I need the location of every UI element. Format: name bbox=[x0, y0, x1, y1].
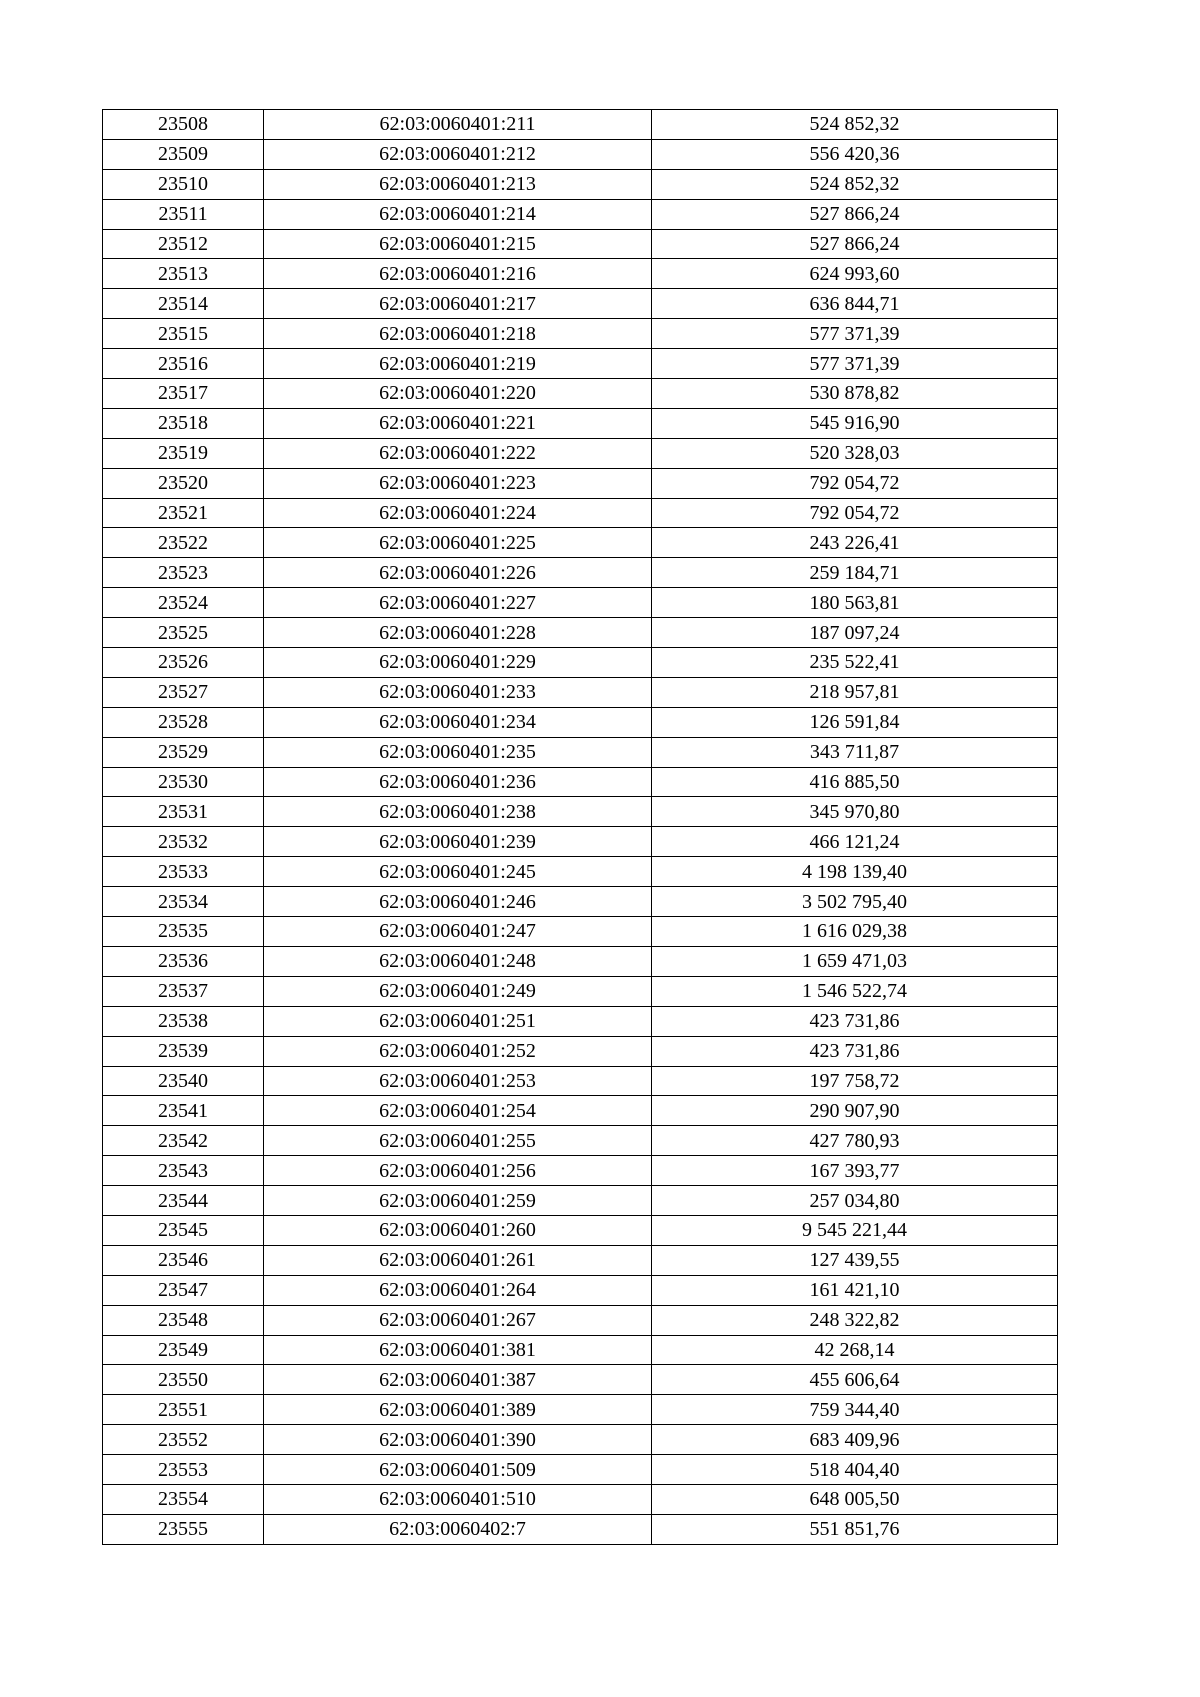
table-row bbox=[103, 110, 1058, 140]
table-row bbox=[103, 857, 1058, 887]
cadastral-number-cell: 62:03:0060401:261 bbox=[264, 1245, 652, 1275]
row-number-cell: 23555 bbox=[103, 1514, 264, 1544]
cadastral-number-cell: 62:03:0060401:217 bbox=[264, 289, 652, 319]
cadastral-value-cell: 3 502 795,40 bbox=[652, 887, 1058, 917]
cadastral-number-cell: 62:03:0060401:228 bbox=[264, 618, 652, 648]
row-number-cell: 23545 bbox=[103, 1215, 264, 1245]
cadastral-value-cell: 161 421,10 bbox=[652, 1275, 1058, 1305]
cadastral-number-cell: 62:03:0060401:238 bbox=[264, 797, 652, 827]
cadastral-value-cell: 235 522,41 bbox=[652, 648, 1058, 678]
cadastral-number-cell: 62:03:0060401:218 bbox=[264, 319, 652, 349]
cadastral-value-cell: 524 852,32 bbox=[652, 110, 1058, 140]
row-number-cell: 23525 bbox=[103, 618, 264, 648]
table-row bbox=[103, 199, 1058, 229]
cadastral-number-cell: 62:03:0060401:215 bbox=[264, 229, 652, 259]
cadastral-number-cell: 62:03:0060401:387 bbox=[264, 1365, 652, 1395]
table-row bbox=[103, 139, 1058, 169]
cadastral-number-cell: 62:03:0060401:264 bbox=[264, 1275, 652, 1305]
cadastral-number-cell: 62:03:0060401:211 bbox=[264, 110, 652, 140]
row-number-cell: 23521 bbox=[103, 498, 264, 528]
row-number-cell: 23551 bbox=[103, 1395, 264, 1425]
cadastral-value-cell: 416 885,50 bbox=[652, 767, 1058, 797]
table-row bbox=[103, 677, 1058, 707]
cadastral-value-cell: 290 907,90 bbox=[652, 1096, 1058, 1126]
cadastral-number-cell: 62:03:0060401:390 bbox=[264, 1425, 652, 1455]
table-row bbox=[103, 1425, 1058, 1455]
cadastral-value-cell: 343 711,87 bbox=[652, 737, 1058, 767]
cadastral-number-cell: 62:03:0060401:267 bbox=[264, 1305, 652, 1335]
row-number-cell: 23528 bbox=[103, 707, 264, 737]
row-number-cell: 23533 bbox=[103, 857, 264, 887]
cadastral-number-cell: 62:03:0060401:233 bbox=[264, 677, 652, 707]
cadastral-number-cell: 62:03:0060401:252 bbox=[264, 1036, 652, 1066]
cadastral-number-cell: 62:03:0060401:223 bbox=[264, 468, 652, 498]
cadastral-number-cell: 62:03:0060401:224 bbox=[264, 498, 652, 528]
table-row bbox=[103, 259, 1058, 289]
cadastral-value-cell: 577 371,39 bbox=[652, 319, 1058, 349]
row-number-cell: 23515 bbox=[103, 319, 264, 349]
cadastral-value-cell: 423 731,86 bbox=[652, 1006, 1058, 1036]
row-number-cell: 23531 bbox=[103, 797, 264, 827]
row-number-cell: 23517 bbox=[103, 379, 264, 409]
row-number-cell: 23510 bbox=[103, 169, 264, 199]
row-number-cell: 23509 bbox=[103, 139, 264, 169]
cadastral-number-cell: 62:03:0060401:226 bbox=[264, 558, 652, 588]
row-number-cell: 23519 bbox=[103, 438, 264, 468]
table-row bbox=[103, 319, 1058, 349]
table-row bbox=[103, 379, 1058, 409]
cadastral-value-cell: 127 439,55 bbox=[652, 1245, 1058, 1275]
row-number-cell: 23514 bbox=[103, 289, 264, 319]
cadastral-value-cell: 1 659 471,03 bbox=[652, 946, 1058, 976]
cadastral-value-cell: 624 993,60 bbox=[652, 259, 1058, 289]
table-row bbox=[103, 1245, 1058, 1275]
row-number-cell: 23546 bbox=[103, 1245, 264, 1275]
table-row bbox=[103, 1514, 1058, 1544]
cadastral-value-cell: 423 731,86 bbox=[652, 1036, 1058, 1066]
cadastral-value-cell: 636 844,71 bbox=[652, 289, 1058, 319]
cadastral-value-cell: 4 198 139,40 bbox=[652, 857, 1058, 887]
cadastral-value-cell: 524 852,32 bbox=[652, 169, 1058, 199]
row-number-cell: 23536 bbox=[103, 946, 264, 976]
table-row bbox=[103, 289, 1058, 319]
cadastral-number-cell: 62:03:0060401:214 bbox=[264, 199, 652, 229]
cadastral-number-cell: 62:03:0060401:509 bbox=[264, 1455, 652, 1485]
table-row bbox=[103, 1335, 1058, 1365]
cadastral-value-cell: 1 546 522,74 bbox=[652, 976, 1058, 1006]
table-body bbox=[103, 110, 1058, 1545]
table-row bbox=[103, 1484, 1058, 1514]
cadastral-number-cell: 62:03:0060401:253 bbox=[264, 1066, 652, 1096]
table-row bbox=[103, 169, 1058, 199]
cadastral-number-cell: 62:03:0060401:256 bbox=[264, 1156, 652, 1186]
table-row bbox=[103, 618, 1058, 648]
cadastral-value-cell: 167 393,77 bbox=[652, 1156, 1058, 1186]
table-row bbox=[103, 588, 1058, 618]
row-number-cell: 23541 bbox=[103, 1096, 264, 1126]
row-number-cell: 23518 bbox=[103, 408, 264, 438]
cadastral-number-cell: 62:03:0060401:260 bbox=[264, 1215, 652, 1245]
cadastral-number-cell: 62:03:0060401:245 bbox=[264, 857, 652, 887]
table-row bbox=[103, 349, 1058, 379]
row-number-cell: 23552 bbox=[103, 1425, 264, 1455]
row-number-cell: 23547 bbox=[103, 1275, 264, 1305]
cadastral-value-cell: 556 420,36 bbox=[652, 139, 1058, 169]
table-row bbox=[103, 797, 1058, 827]
row-number-cell: 23537 bbox=[103, 976, 264, 1006]
cadastral-value-cell: 259 184,71 bbox=[652, 558, 1058, 588]
table-row bbox=[103, 946, 1058, 976]
cadastral-value-cell: 1 616 029,38 bbox=[652, 917, 1058, 947]
row-number-cell: 23511 bbox=[103, 199, 264, 229]
table-row bbox=[103, 1126, 1058, 1156]
cadastral-number-cell: 62:03:0060401:221 bbox=[264, 408, 652, 438]
cadastral-number-cell: 62:03:0060401:225 bbox=[264, 528, 652, 558]
cadastral-number-cell: 62:03:0060401:247 bbox=[264, 917, 652, 947]
row-number-cell: 23534 bbox=[103, 887, 264, 917]
cadastral-number-cell: 62:03:0060401:248 bbox=[264, 946, 652, 976]
table-row bbox=[103, 707, 1058, 737]
table-row bbox=[103, 1036, 1058, 1066]
row-number-cell: 23508 bbox=[103, 110, 264, 140]
cadastral-value-cell: 792 054,72 bbox=[652, 498, 1058, 528]
table-row bbox=[103, 1066, 1058, 1096]
row-number-cell: 23553 bbox=[103, 1455, 264, 1485]
table-row bbox=[103, 1275, 1058, 1305]
row-number-cell: 23542 bbox=[103, 1126, 264, 1156]
cadastral-number-cell: 62:03:0060401:236 bbox=[264, 767, 652, 797]
cadastral-value-cell: 466 121,24 bbox=[652, 827, 1058, 857]
row-number-cell: 23527 bbox=[103, 677, 264, 707]
cadastral-number-cell: 62:03:0060401:219 bbox=[264, 349, 652, 379]
table-row bbox=[103, 1156, 1058, 1186]
cadastral-number-cell: 62:03:0060401:251 bbox=[264, 1006, 652, 1036]
cadastral-number-cell: 62:03:0060401:381 bbox=[264, 1335, 652, 1365]
cadastral-value-cell: 527 866,24 bbox=[652, 229, 1058, 259]
cadastral-value-cell: 455 606,64 bbox=[652, 1365, 1058, 1395]
table-row bbox=[103, 1305, 1058, 1335]
cadastral-value-cell: 427 780,93 bbox=[652, 1126, 1058, 1156]
cadastral-number-cell: 62:03:0060401:234 bbox=[264, 707, 652, 737]
row-number-cell: 23523 bbox=[103, 558, 264, 588]
cadastral-number-cell: 62:03:0060401:259 bbox=[264, 1186, 652, 1216]
table-row bbox=[103, 468, 1058, 498]
cadastral-number-cell: 62:03:0060401:239 bbox=[264, 827, 652, 857]
table-row bbox=[103, 737, 1058, 767]
cadastral-number-cell: 62:03:0060401:255 bbox=[264, 1126, 652, 1156]
row-number-cell: 23549 bbox=[103, 1335, 264, 1365]
table-row bbox=[103, 1395, 1058, 1425]
cadastral-number-cell: 62:03:0060401:510 bbox=[264, 1484, 652, 1514]
cadastral-number-cell: 62:03:0060401:249 bbox=[264, 976, 652, 1006]
table-row bbox=[103, 1096, 1058, 1126]
cadastral-value-cell: 792 054,72 bbox=[652, 468, 1058, 498]
cadastral-number-cell: 62:03:0060401:227 bbox=[264, 588, 652, 618]
cadastral-value-cell: 551 851,76 bbox=[652, 1514, 1058, 1544]
cadastral-value-cell: 42 268,14 bbox=[652, 1335, 1058, 1365]
cadastral-value-cell: 518 404,40 bbox=[652, 1455, 1058, 1485]
cadastral-number-cell: 62:03:0060402:7 bbox=[264, 1514, 652, 1544]
table-row bbox=[103, 229, 1058, 259]
cadastral-value-cell: 126 591,84 bbox=[652, 707, 1058, 737]
table-row bbox=[103, 887, 1058, 917]
cadastral-number-cell: 62:03:0060401:229 bbox=[264, 648, 652, 678]
row-number-cell: 23543 bbox=[103, 1156, 264, 1186]
cadastral-value-cell: 527 866,24 bbox=[652, 199, 1058, 229]
table-row bbox=[103, 438, 1058, 468]
table-row bbox=[103, 1455, 1058, 1485]
table-row bbox=[103, 408, 1058, 438]
cadastral-number-cell: 62:03:0060401:246 bbox=[264, 887, 652, 917]
row-number-cell: 23532 bbox=[103, 827, 264, 857]
row-number-cell: 23538 bbox=[103, 1006, 264, 1036]
cadastral-number-cell: 62:03:0060401:222 bbox=[264, 438, 652, 468]
cadastral-number-cell: 62:03:0060401:216 bbox=[264, 259, 652, 289]
cadastral-value-cell: 187 097,24 bbox=[652, 618, 1058, 648]
row-number-cell: 23516 bbox=[103, 349, 264, 379]
cadastral-number-cell: 62:03:0060401:235 bbox=[264, 737, 652, 767]
cadastral-value-cell: 545 916,90 bbox=[652, 408, 1058, 438]
table-row bbox=[103, 528, 1058, 558]
cadastral-value-cell: 577 371,39 bbox=[652, 349, 1058, 379]
cadastral-value-cell: 243 226,41 bbox=[652, 528, 1058, 558]
table-row bbox=[103, 1215, 1058, 1245]
row-number-cell: 23535 bbox=[103, 917, 264, 947]
row-number-cell: 23522 bbox=[103, 528, 264, 558]
row-number-cell: 23539 bbox=[103, 1036, 264, 1066]
cadastral-number-cell: 62:03:0060401:389 bbox=[264, 1395, 652, 1425]
row-number-cell: 23526 bbox=[103, 648, 264, 678]
table-row bbox=[103, 1365, 1058, 1395]
cadastral-value-cell: 9 545 221,44 bbox=[652, 1215, 1058, 1245]
cadastral-value-cell: 345 970,80 bbox=[652, 797, 1058, 827]
row-number-cell: 23540 bbox=[103, 1066, 264, 1096]
cadastral-value-table bbox=[102, 109, 1058, 1545]
row-number-cell: 23520 bbox=[103, 468, 264, 498]
row-number-cell: 23550 bbox=[103, 1365, 264, 1395]
row-number-cell: 23554 bbox=[103, 1484, 264, 1514]
row-number-cell: 23524 bbox=[103, 588, 264, 618]
table-row bbox=[103, 498, 1058, 528]
table-row bbox=[103, 767, 1058, 797]
cadastral-number-cell: 62:03:0060401:213 bbox=[264, 169, 652, 199]
row-number-cell: 23544 bbox=[103, 1186, 264, 1216]
cadastral-value-cell: 257 034,80 bbox=[652, 1186, 1058, 1216]
cadastral-number-cell: 62:03:0060401:220 bbox=[264, 379, 652, 409]
row-number-cell: 23512 bbox=[103, 229, 264, 259]
cadastral-value-cell: 520 328,03 bbox=[652, 438, 1058, 468]
cadastral-value-cell: 218 957,81 bbox=[652, 677, 1058, 707]
cadastral-value-cell: 180 563,81 bbox=[652, 588, 1058, 618]
cadastral-value-cell: 197 758,72 bbox=[652, 1066, 1058, 1096]
row-number-cell: 23529 bbox=[103, 737, 264, 767]
cadastral-value-cell: 530 878,82 bbox=[652, 379, 1058, 409]
row-number-cell: 23530 bbox=[103, 767, 264, 797]
table-row bbox=[103, 1006, 1058, 1036]
cadastral-value-cell: 648 005,50 bbox=[652, 1484, 1058, 1514]
cadastral-number-cell: 62:03:0060401:212 bbox=[264, 139, 652, 169]
table-row bbox=[103, 917, 1058, 947]
row-number-cell: 23513 bbox=[103, 259, 264, 289]
table-row bbox=[103, 648, 1058, 678]
cadastral-value-cell: 683 409,96 bbox=[652, 1425, 1058, 1455]
cadastral-number-cell: 62:03:0060401:254 bbox=[264, 1096, 652, 1126]
table-row bbox=[103, 827, 1058, 857]
cadastral-value-cell: 759 344,40 bbox=[652, 1395, 1058, 1425]
table-row bbox=[103, 976, 1058, 1006]
table-row bbox=[103, 1186, 1058, 1216]
row-number-cell: 23548 bbox=[103, 1305, 264, 1335]
table-row bbox=[103, 558, 1058, 588]
cadastral-value-cell: 248 322,82 bbox=[652, 1305, 1058, 1335]
